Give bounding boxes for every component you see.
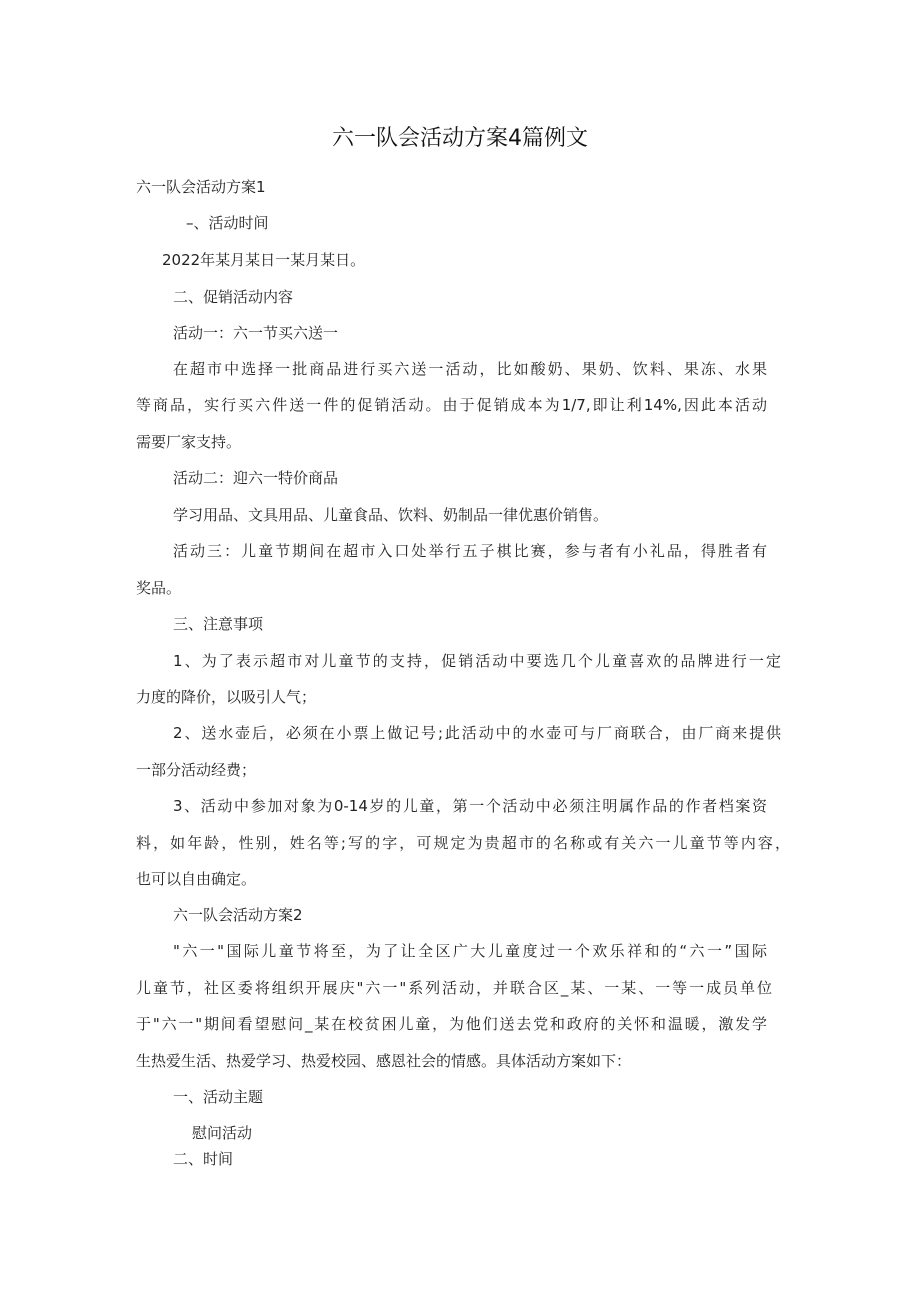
- heading-activity-theme: 一、活动主题: [173, 1088, 264, 1106]
- paragraph-line: 料，如年龄，性别，姓名等;写的字，可规定为贵超市的名称或有关六一儿童节等内容，: [136, 834, 790, 852]
- paragraph-line: 一部分活动经费；: [136, 761, 257, 779]
- section-heading-plan-2: 六一队会活动方案2: [173, 906, 303, 924]
- heading-promotion-content: 二、促销活动内容: [173, 288, 294, 306]
- section-heading-plan-1: 六一队会活动方案1: [136, 178, 266, 196]
- paragraph-line: 在超市中选择一批商品进行买六送一活动，比如酸奶、果奶、饮料、果冻、水果: [173, 360, 767, 378]
- paragraph-line: 需要厂家支持。: [136, 433, 242, 451]
- paragraph-line: 等商品，实行买六件送一件的促销活动。由于促销成本为1/7,即让利14%,因此本活动: [136, 396, 767, 414]
- paragraph-line: 1、为了表示超市对儿童节的支持，促销活动中要选几个儿童喜欢的品牌进行一定: [173, 652, 781, 670]
- paragraph-line: 儿童节，社区委将组织开展庆"六一"系列活动，并联合区_某、一某、一等一成员单位: [136, 979, 772, 997]
- paragraph-theme: 慰问活动: [192, 1124, 253, 1142]
- paragraph-line: 学习用品、文具用品、儿童食品、饮料、奶制品一律优惠价销售。: [173, 506, 609, 524]
- paragraph-line: 活动三：儿童节期间在超市入口处举行五子棋比赛，参与者有小礼品，得胜者有: [173, 542, 767, 560]
- paragraph-line: 2、送水壶后，必须在小票上做记号;此活动中的水壶可与厂商联合，由厂商来提供: [173, 724, 781, 742]
- subheading-activity-1: 活动一：六一节买六送一: [173, 324, 339, 342]
- subheading-activity-2: 活动二：迎六一特价商品: [173, 469, 339, 487]
- paragraph-line: 奖品。: [136, 579, 182, 597]
- document-title: 六一队会活动方案4篇例文: [332, 126, 588, 151]
- paragraph-line: "六一"国际儿童节将至，为了让全区广大儿童度过一个欢乐祥和的“六一”国际: [173, 942, 767, 960]
- paragraph-line: 于"六一"期间看望慰问_某在校贫困儿童，为他们送去党和政府的关怀和温暖，激发学: [136, 1015, 767, 1033]
- paragraph-date: 2022年某月某日一某月某日。: [162, 251, 366, 269]
- heading-activity-time: –、活动时间: [186, 214, 269, 232]
- paragraph-line: 3、活动中参加对象为0-14岁的儿童，第一个活动中必须注明属作品的作者档案资: [173, 797, 767, 815]
- heading-time: 二、时间: [173, 1150, 234, 1168]
- paragraph-line: 也可以自由确定。: [136, 870, 257, 888]
- paragraph-line: 力度的降价，以吸引人气；: [136, 688, 317, 706]
- heading-notes: 三、注意事项: [173, 615, 264, 633]
- paragraph-line: 生热爱生活、热爱学习、热爱校园、感恩社会的情感。具体活动方案如下：: [136, 1052, 632, 1070]
